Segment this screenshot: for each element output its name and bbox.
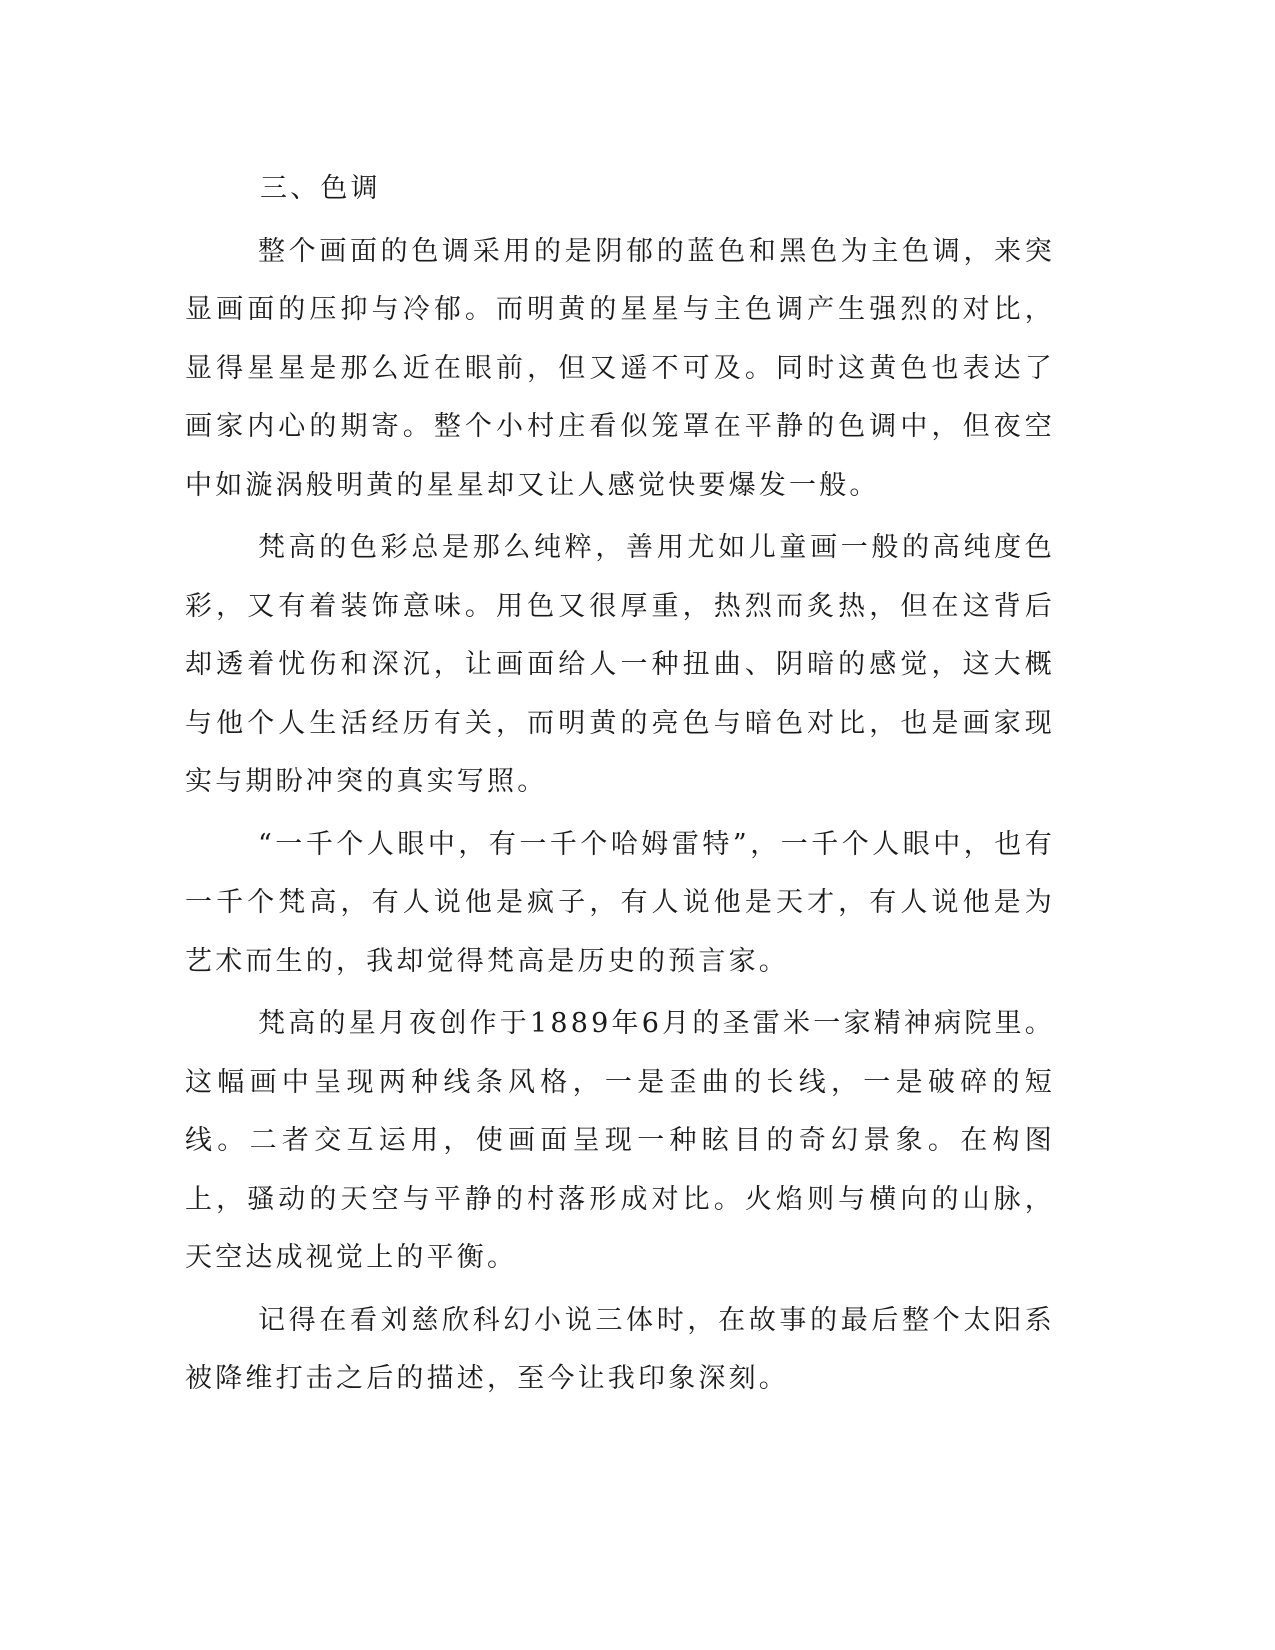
paragraph-van-gogh-color: 梵高的色彩总是那么纯粹，善用尤如儿童画一般的高纯度色彩，又有着装饰意味。用色又很厚重，热烈而炙热，但在这背后却透着忧伤和深沉，让画面给人一种扭曲、阴暗的感觉，这大概与他个人生活经历有关，而明黄的亮色与暗色对比，也是画家现实与期盼冲突的真实写照。 bbox=[185, 532, 1055, 797]
paragraph-color-tone: 整个画面的色调采用的是阴郁的蓝色和黑色为主色调，来突显画面的压抑与冷郁。而明黄的星星与主色调产生强烈的对比，显得星星是那么近在眼前，但又遥不可及。同时这黄色也表达了画家内心的期寄。整个小村庄看似笼罩在平静的色调中，但夜空中如漩涡般明黄的星星却又让人感觉快要爆发一般。 bbox=[185, 235, 1055, 501]
paragraph-starry-night: 梵高的星月夜创作于1889年6月的圣雷米一家精神病院里。这幅画中呈现两种线条风格，一是歪曲的长线，一是破碎的短线。二者交互运用，使画面呈现一种眩目的奇幻景象。在构图上，骚动的天空与平静的村落形成对比。火焰则与横向的山脉，天空达成视觉上的平衡。 bbox=[185, 1008, 1055, 1273]
paragraph-hamlet-quote: “一千个人眼中，有一千个哈姆雷特”，一千个人眼中，也有一千个梵高，有人说他是疯子，有人说他是天才，有人说他是为艺术而生的，我却觉得梵高是历史的预言家。 bbox=[185, 828, 1055, 977]
paragraph-three-body: 记得在看刘慈欣科幻小说三体时，在故事的最后整个太阳系被降维打击之后的描述，至今让我印象深刻。 bbox=[185, 1304, 1055, 1394]
document-body bbox=[185, 160, 1055, 1413]
section-heading: 三、色调 bbox=[260, 173, 381, 204]
